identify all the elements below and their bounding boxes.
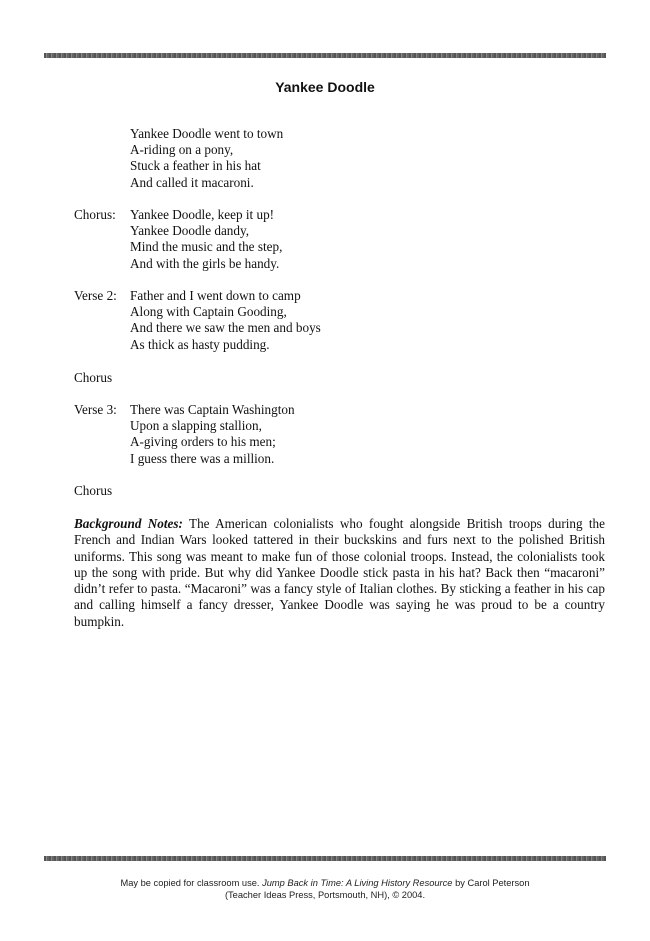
footer-prefix: May be copied for classroom use. bbox=[120, 878, 260, 888]
footer-line-1 bbox=[0, 877, 650, 889]
background-notes-label: Background Notes: bbox=[74, 516, 183, 531]
lyric-line: Yankee Doodle dandy, bbox=[130, 223, 250, 239]
lyric-line: Father and I went down to camp bbox=[130, 288, 301, 303]
lyric-line: Along with Captain Gooding, bbox=[130, 304, 287, 320]
lyric-line: And with the girls be handy. bbox=[130, 255, 280, 271]
lyric-line: A-riding on a pony, bbox=[130, 142, 234, 158]
verse-3 bbox=[74, 402, 295, 467]
stanza-label: Verse 2: bbox=[74, 288, 117, 303]
lyric-line: There was Captain Washington bbox=[130, 402, 295, 417]
stanza-label: Chorus: bbox=[74, 207, 116, 222]
verse-1 bbox=[74, 126, 283, 191]
lyric-line: As thick as hasty pudding. bbox=[130, 336, 270, 352]
lyric-line: Yankee Doodle, keep it up! bbox=[130, 207, 275, 222]
stanza-label: Verse 3: bbox=[74, 402, 117, 417]
chorus-reference: Chorus bbox=[74, 483, 113, 498]
background-notes bbox=[74, 516, 605, 630]
lyric-line: A-giving orders to his men; bbox=[130, 434, 276, 450]
lyric-line: Stuck a feather in his hat bbox=[130, 158, 261, 174]
top-rule bbox=[44, 53, 606, 58]
background-notes-text: The American colonialists who fought alongside British troops during the French and Indian Wars looked tattered in their buckskins and furs next to the polished British uniforms. This song was meant to make fun of those colonial troops. Instead, the colonialists took up the song with pride. But why did Yankee Doodle stick pasta in his hat? Back then “macaroni” didn’t refer to pasta. “Macaroni” was a fancy style of Italian clothes. By sticking a feather in his cap and calling himself a fancy dresser, Yankee Doodle was saying he was proud to be a country bumpkin. bbox=[74, 516, 606, 629]
footer-book-title: Jump Back in Time: A Living History Resource bbox=[262, 878, 453, 888]
chorus-stanza bbox=[74, 207, 282, 272]
chorus-reference: Chorus bbox=[74, 370, 113, 385]
lyric-line: Yankee Doodle went to town bbox=[130, 126, 284, 141]
lyric-line: Mind the music and the step, bbox=[130, 239, 283, 255]
lyric-line: And called it macaroni. bbox=[130, 174, 254, 190]
page-title: Yankee Doodle bbox=[275, 79, 375, 95]
lyric-line: And there we saw the men and boys bbox=[130, 320, 321, 336]
bottom-rule bbox=[44, 856, 606, 861]
footer-author: by Carol Peterson bbox=[455, 878, 530, 888]
lyric-line: Upon a slapping stallion, bbox=[130, 418, 262, 434]
footer-credit bbox=[0, 877, 650, 901]
verse-2 bbox=[74, 288, 321, 353]
lyric-line: I guess there was a million. bbox=[130, 450, 275, 466]
footer-publisher: (Teacher Ideas Press, Portsmouth, NH), © 2004. bbox=[224, 890, 426, 900]
